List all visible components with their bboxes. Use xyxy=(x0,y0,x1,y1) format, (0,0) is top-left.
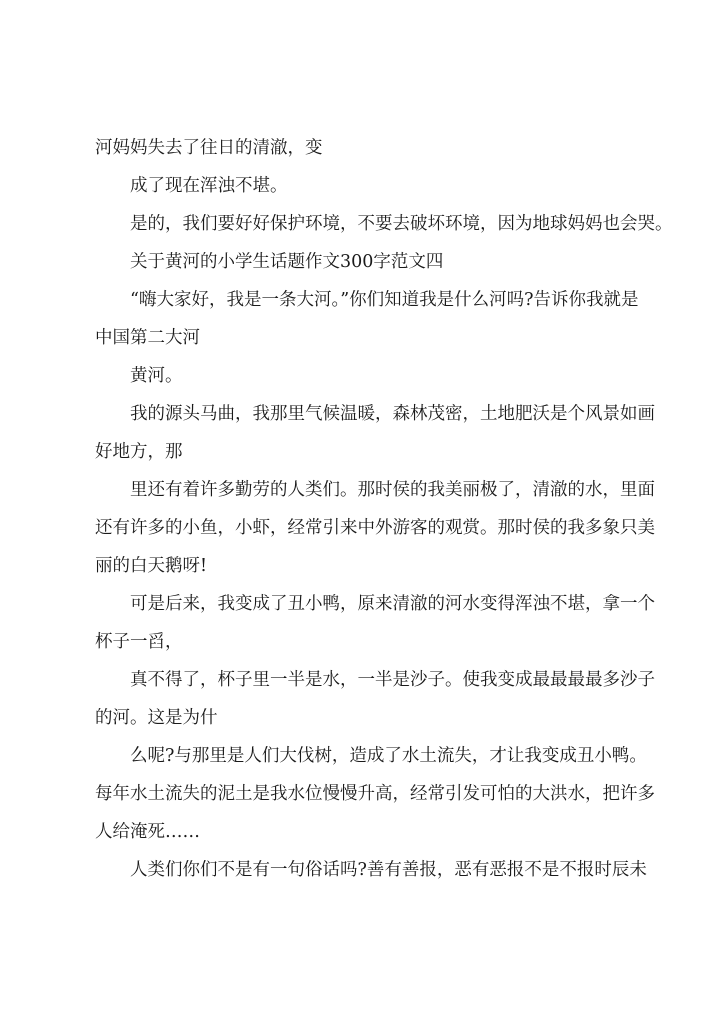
text-line: 的河。这是为什 xyxy=(95,708,218,728)
text-line: 我的源头马曲，我那里气候温暖，森林茂密，土地肥沃是个风景如画 xyxy=(130,404,655,424)
text-line: 成了现在浑浊不堪。 xyxy=(130,176,288,196)
text-line: 可是后来，我变成了丑小鸭，原来清澈的河水变得浑浊不堪，拿一个 xyxy=(130,594,655,614)
text-line: 中国第二大河 xyxy=(95,328,200,348)
text-line: 杯子一舀， xyxy=(95,632,183,652)
text-line: 丽的白天鹅呀! xyxy=(95,556,208,576)
text-line: 人类们你们不是有一句俗话吗?善有善报，恶有恶报不是不报时辰未 xyxy=(130,860,647,880)
text-line: 人给淹死…… xyxy=(95,822,200,842)
text-line: 是的，我们要好好保护环境，不要去破坏环境，因为地球妈妈也会哭。 xyxy=(130,214,673,234)
text-line: 还有许多的小鱼，小虾，经常引来中外游客的观赏。那时侯的我多象只美 xyxy=(95,518,655,538)
text-line: 黄河。 xyxy=(130,366,183,386)
text-line: 么呢?与那里是人们大伐树，造成了水土流失，才让我变成丑小鸭。 xyxy=(130,746,647,766)
text-line: 河妈妈失去了往日的清澈，变 xyxy=(95,138,323,158)
text-line: 关于黄河的小学生话题作文300字范文四 xyxy=(130,252,444,272)
text-line: 真不得了，杯子里一半是水，一半是沙子。使我变成最最最最多沙子 xyxy=(130,670,655,690)
text-line: 好地方，那 xyxy=(95,442,183,462)
text-line: “嗨大家好，我是一条大河。”你们知道我是什么河吗?告诉你我就是 xyxy=(130,290,639,310)
text-line: 里还有着许多勤劳的人类们。那时侯的我美丽极了，清澈的水，里面 xyxy=(130,480,655,500)
text-line: 每年水土流失的泥土是我水位慢慢升高，经常引发可怕的大洪水，把许多 xyxy=(95,784,655,804)
essay-body xyxy=(95,129,673,889)
